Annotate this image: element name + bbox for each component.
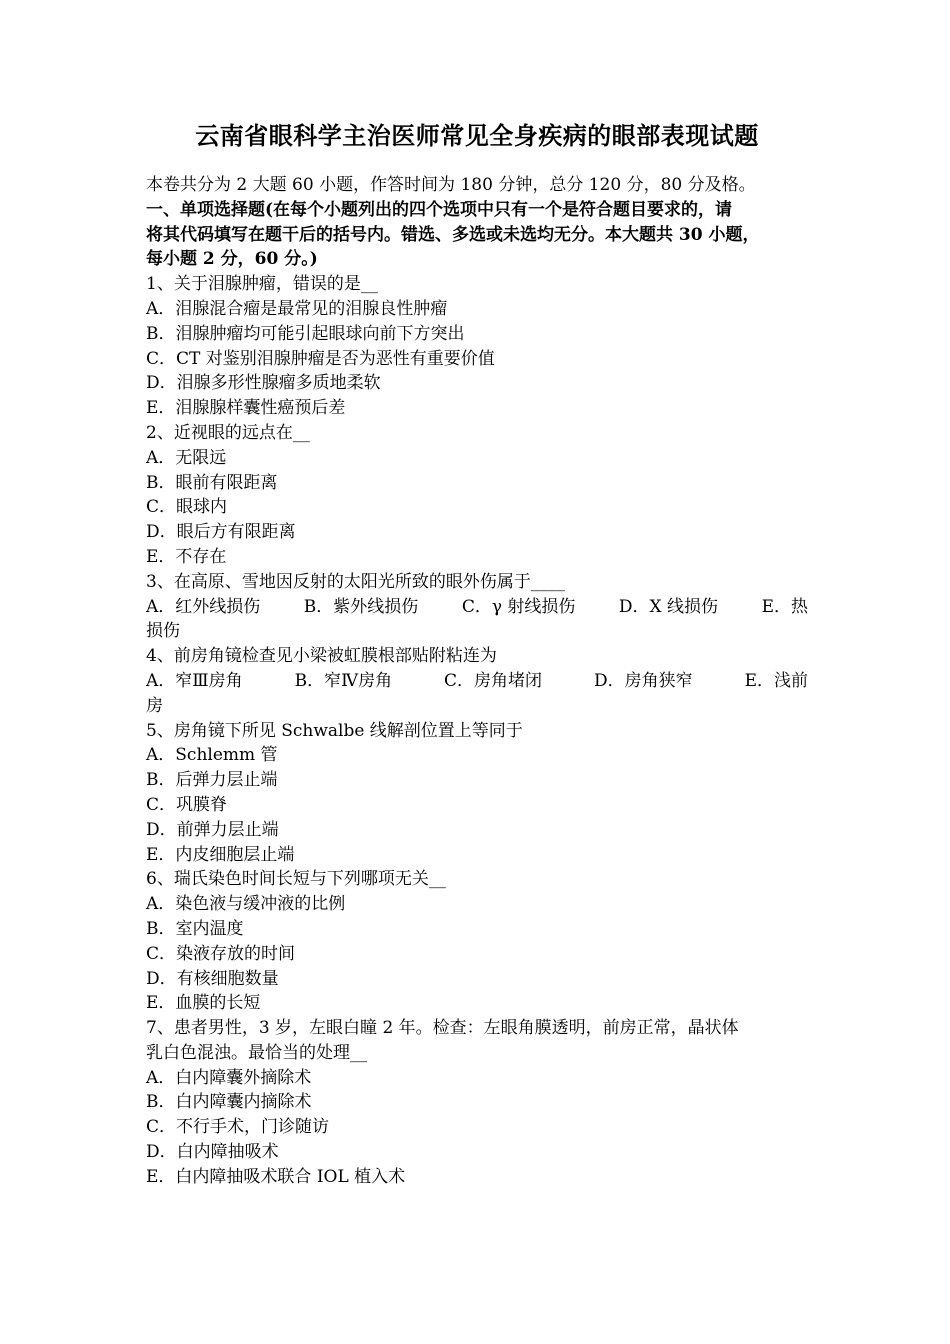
- question-2-option-d: D．眼后方有限距离: [146, 522, 296, 543]
- question-1-option-d: D．泪腺多形性腺瘤多质地柔软: [146, 373, 381, 394]
- question-3-options-row: [146, 595, 808, 620]
- section-heading-line-2: 将其代码填写在题干后的括号内。错选、多选或未选均无分。本大题共 30 小题，: [146, 224, 760, 245]
- question-7-stem-line-1: 7、患者男性，3 岁，左眼白瞳 2 年。检查：左眼角膜透明，前房正常，晶状体: [146, 1018, 739, 1039]
- question-2-stem: 2、近视眼的远点在__: [146, 422, 310, 443]
- section-heading-line-3: 每小题 2 分，60 分。): [146, 249, 318, 270]
- question-4-option-d: D．房角狭窄: [593, 670, 693, 691]
- question-6-option-d: D．有核细胞数量: [146, 968, 279, 989]
- question-6-option-e: E．血膜的长短: [146, 993, 261, 1014]
- question-5-option-d: D．前弹力层止端: [146, 819, 279, 840]
- question-3-option-c: C．γ 射线损伤: [461, 596, 576, 617]
- question-3-option-e: E．热: [761, 596, 808, 617]
- exam-intro: 本卷共分为 2 大题 60 小题，作答时间为 180 分钟，总分 120 分，80 分及格。: [146, 175, 756, 195]
- question-4-option-b: B．窄Ⅳ房角: [294, 670, 393, 691]
- question-5-option-b: B．后弹力层止端: [146, 770, 278, 791]
- question-7-option-c: C．不行手术，门诊随访: [146, 1117, 330, 1138]
- question-4-stem: 4、前房角镜检查见小梁被虹膜根部贴附粘连为: [146, 646, 497, 667]
- question-5-option-c: C．巩膜脊: [146, 794, 228, 815]
- question-1-stem: 1、关于泪腺肿瘤，错误的是__: [146, 274, 378, 295]
- question-4-option-e: E．浅前: [744, 670, 808, 691]
- question-7-option-b: B．白内障囊内摘除术: [146, 1092, 312, 1113]
- question-5-stem: 5、房角镜下所见 Schwalbe 线解剖位置上等同于: [146, 720, 523, 741]
- question-6-option-c: C．染液存放的时间: [146, 943, 296, 964]
- question-1-option-e: E．泪腺腺样囊性癌预后差: [146, 398, 346, 419]
- question-2-option-b: B．眼前有限距离: [146, 472, 278, 493]
- question-5-option-a: A．Schlemm 管: [146, 745, 278, 766]
- question-5-option-e: E．内皮细胞层止端: [146, 844, 295, 865]
- question-2-option-a: A．无限远: [146, 447, 227, 468]
- question-1-option-a: A．泪腺混合瘤是最常见的泪腺良性肿瘤: [146, 298, 448, 319]
- question-2-option-e: E．不存在: [146, 546, 227, 567]
- question-4-options-row: [146, 669, 808, 694]
- question-6-option-b: B．室内温度: [146, 918, 244, 939]
- document-page: [146, 118, 808, 1190]
- question-3-option-e-continued: 损伤: [146, 621, 180, 642]
- question-3-option-a: A．红外线损伤: [146, 596, 261, 617]
- question-3-option-d: D．X 线损伤: [618, 596, 719, 617]
- question-6-option-a: A．染色液与缓冲液的比例: [146, 894, 346, 915]
- section-heading-line-1: 一、单项选择题(在每个小题列出的四个选项中只有一个是符合题目要求的，请: [146, 199, 733, 220]
- question-1-option-b: B．泪腺肿瘤均可能引起眼球向前下方突出: [146, 323, 465, 344]
- question-6-stem: 6、瑞氏染色时间长短与下列哪项无关__: [146, 869, 446, 890]
- question-7-option-e: E．白内障抽吸术联合 IOL 植入术: [146, 1166, 406, 1187]
- question-4-option-e-continued: 房: [146, 695, 163, 716]
- question-7-option-a: A．白内障囊外摘除术: [146, 1067, 312, 1088]
- question-4-option-a: A．窄Ⅲ房角: [146, 670, 243, 691]
- question-7-stem-line-2: 乳白色混浊。最恰当的处理__: [146, 1042, 367, 1063]
- question-7-option-d: D．白内障抽吸术: [146, 1142, 279, 1163]
- question-2-option-c: C．眼球内: [146, 497, 228, 518]
- question-4-option-c: C．房角堵闭: [444, 670, 543, 691]
- document-title: 云南省眼科学主治医师常见全身疾病的眼部表现试题: [195, 121, 759, 150]
- question-1-option-c: C．CT 对鉴别泪腺肿瘤是否为恶性有重要价值: [146, 348, 495, 369]
- question-3-stem: 3、在高原、雪地因反射的太阳光所致的眼外伤属于____: [146, 571, 565, 592]
- question-3-option-b: B．紫外线损伤: [303, 596, 419, 617]
